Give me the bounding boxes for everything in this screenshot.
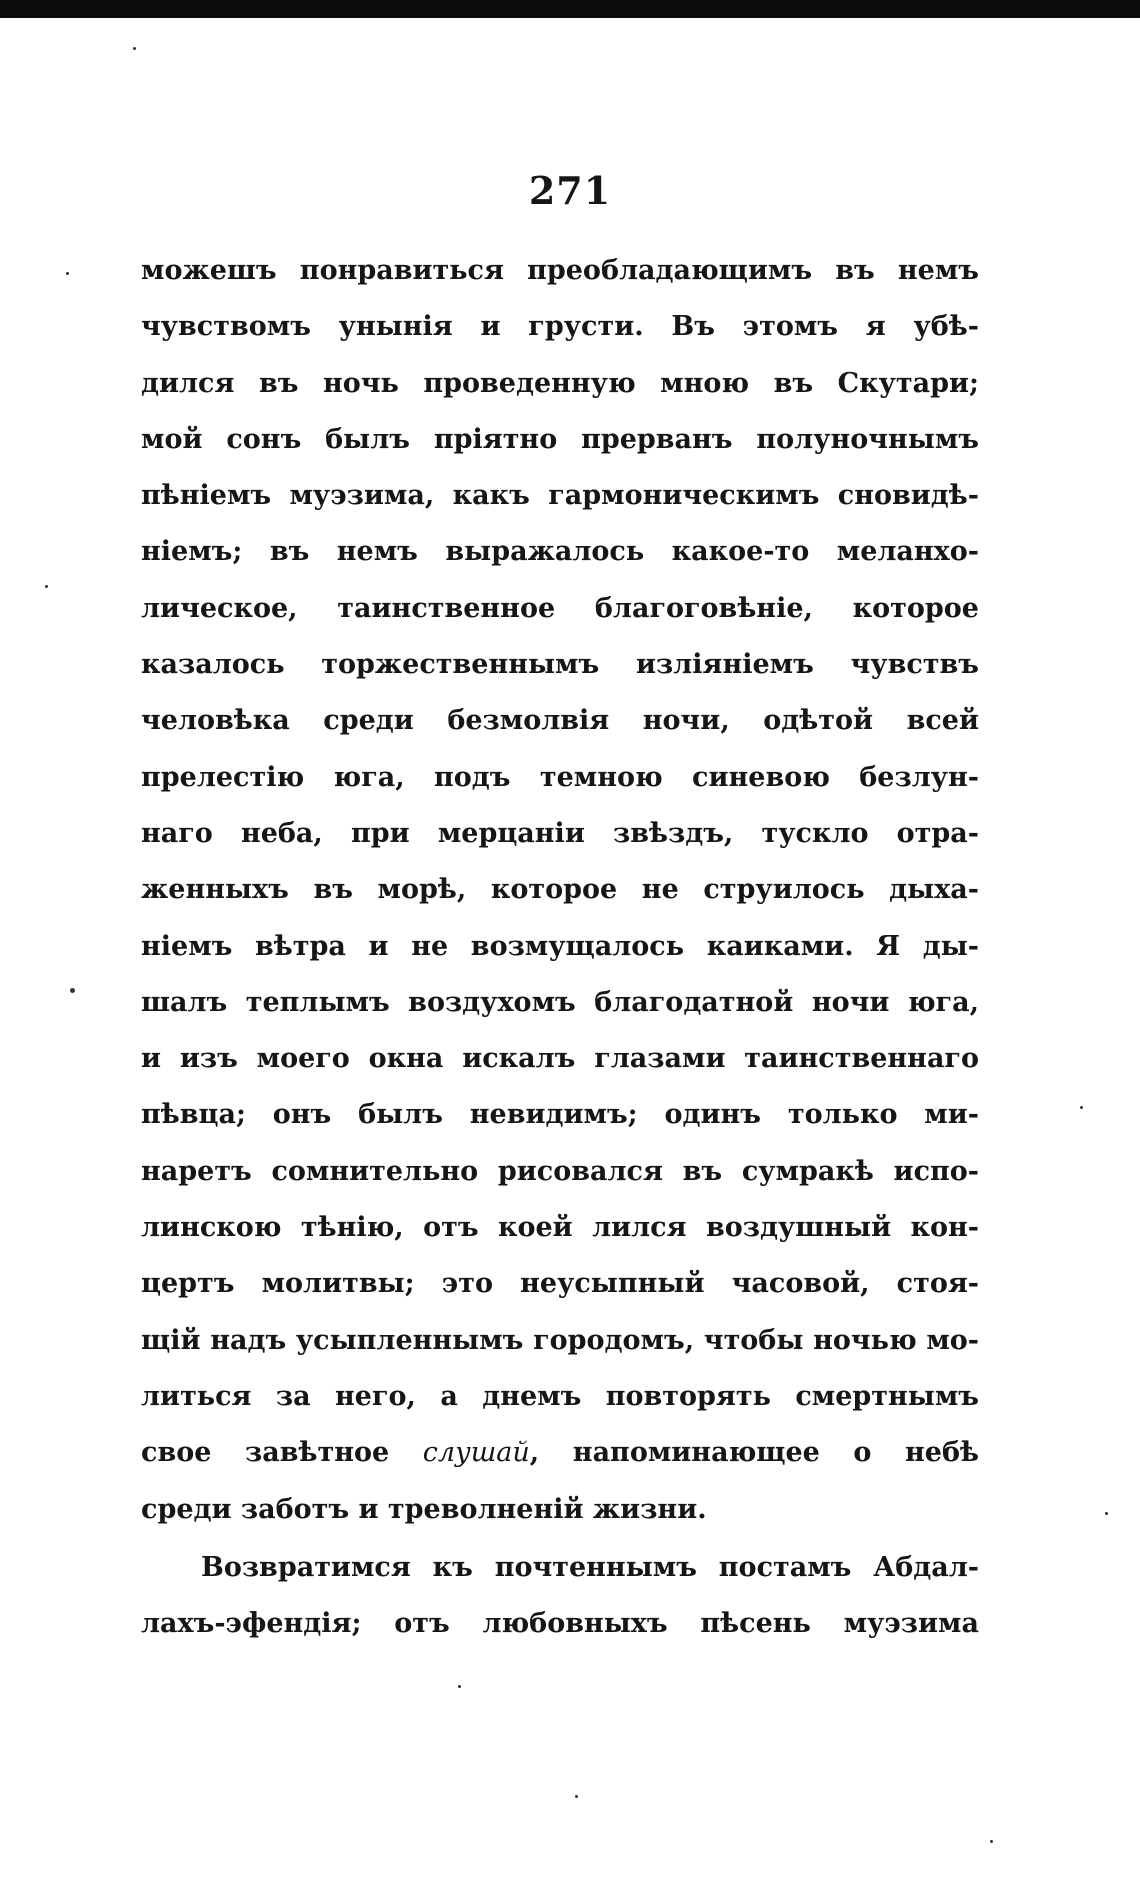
paragraph-2	[141, 1540, 979, 1653]
scan-speck	[1105, 1512, 1108, 1515]
page-body-text	[141, 243, 979, 1652]
text-line: казалось торжественнымъ изліяніемъ чувствъ	[141, 649, 979, 681]
italic-word: слушай	[422, 1437, 530, 1469]
text-line: чувствомъ унынія и грусти. Въ этомъ я убѣ-	[141, 311, 979, 343]
scan-top-border	[0, 0, 1140, 18]
text-line: мой сонъ былъ пріятно прерванъ полуночнымъ	[141, 423, 979, 455]
text-line: ніемъ вѣтра и не возмущалось каиками. Я ды-	[141, 930, 979, 962]
scan-speck	[133, 47, 136, 50]
scan-speck	[575, 1795, 578, 1798]
text-line: лахъ-эфендія; отъ любовныхъ пѣсень муэзима	[141, 1608, 979, 1640]
text-line-with-italic	[141, 1425, 979, 1481]
text-line: наго неба, при мерцаніи звѣздъ, тускло отра-	[141, 817, 979, 849]
scan-speck	[990, 1840, 993, 1843]
text-line-indented: Возвратимся къ почтеннымъ постамъ Абдал-	[201, 1551, 979, 1583]
text-fragment: , напоминающее о небѣ	[529, 1437, 979, 1469]
text-line: щій надъ усыпленнымъ городомъ, чтобы ночью мо-	[141, 1324, 979, 1356]
text-line: линскою тѣнію, отъ коей лился воздушный кон-	[141, 1212, 979, 1244]
text-line: шалъ теплымъ воздухомъ благодатной ночи юга,	[141, 986, 979, 1018]
scan-speck	[458, 1685, 461, 1688]
text-line: пѣвца; онъ былъ невидимъ; одинъ только ми-	[141, 1099, 979, 1131]
text-line-last: среди заботъ и треволненій жизни.	[141, 1493, 707, 1525]
page-number: 271	[528, 168, 612, 213]
text-line: можешъ понравиться преобладающимъ въ немъ	[141, 255, 979, 286]
scan-speck	[1080, 1106, 1083, 1109]
text-line: женныхъ въ морѣ, которое не струилось дыха-	[141, 874, 979, 906]
text-line: человѣка среди безмолвія ночи, одѣтой всей	[141, 705, 979, 737]
text-line: лическое, таинственное благоговѣніе, которое	[141, 592, 979, 624]
text-line: наретъ сомнительно рисовался въ сумракѣ испо-	[141, 1155, 979, 1187]
scan-speck	[45, 585, 48, 588]
text-line: пѣніемъ муэзима, какъ гармоническимъ сновидѣ-	[141, 480, 979, 512]
text-line: прелестію юга, подъ темною синевою безлун-	[141, 761, 979, 793]
scan-speck	[66, 272, 69, 275]
text-line: дился въ ночь проведенную мною въ Скутари;	[141, 367, 979, 399]
text-line: и изъ моего окна искалъ глазами таинственнаго	[141, 1043, 979, 1075]
paragraph-1	[141, 243, 979, 1538]
text-fragment: свое завѣтное	[141, 1437, 423, 1469]
text-line: ніемъ; въ немъ выражалось какое-то меланхо-	[141, 536, 979, 568]
text-line: литься за него, а днемъ повторять смертнымъ	[141, 1380, 979, 1412]
text-line: цертъ молитвы; это неусыпный часовой, стоя-	[141, 1268, 979, 1300]
scan-speck	[70, 988, 75, 993]
